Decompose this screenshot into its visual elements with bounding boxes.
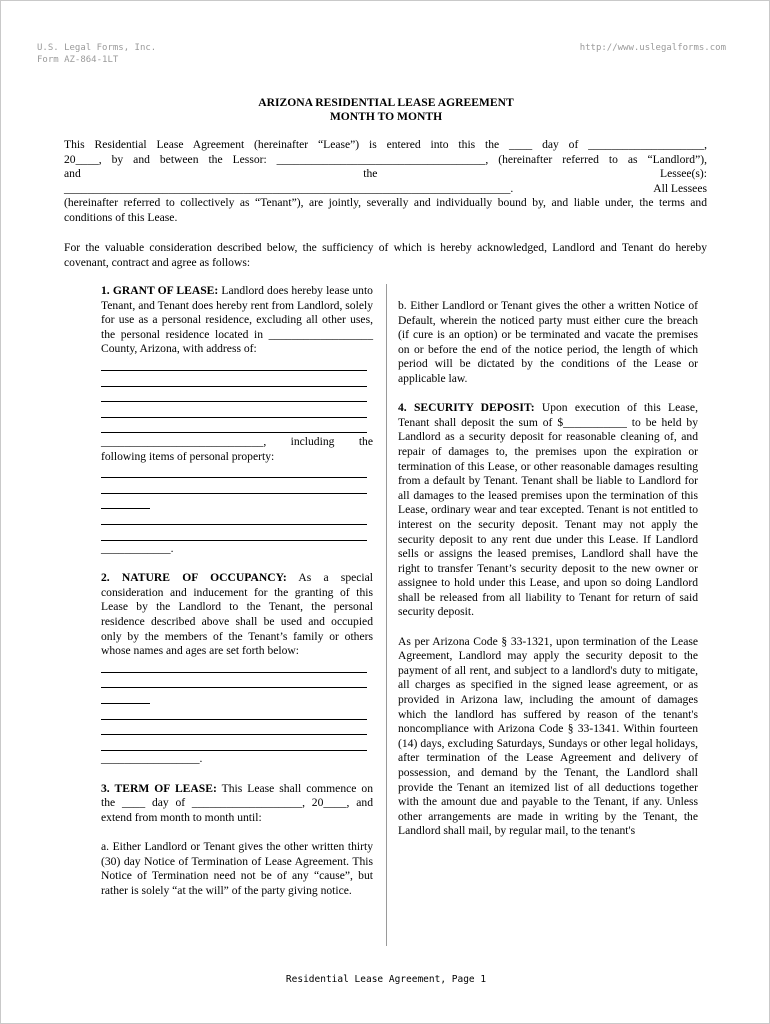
intro-the: the (363, 167, 378, 181)
blank-line (101, 480, 367, 494)
blank-line (101, 706, 367, 720)
section-3-heading: 3. TERM OF LEASE: (101, 781, 217, 795)
page-footer: Residential Lease Agreement, Page 1 (285, 974, 487, 985)
blank-line (101, 464, 367, 478)
intro-rest: (hereinafter referred to collectively as “Tenant”), are jointly, severally and individually bound by, and liable under, the terms and conditions of this Lease. (64, 196, 707, 224)
consideration-paragraph: For the valuable consideration described below, the sufficiency of which is hereby acknowledged, Landlord and Tenant do hereby covenant, contract and agree as follows: (64, 241, 707, 269)
occupant-lines (101, 659, 373, 751)
blank-line (101, 527, 367, 541)
address-lines (101, 357, 373, 433)
title-line-2: MONTH TO MONTH (329, 109, 443, 123)
intro-lessees: Lessee(s): (659, 167, 707, 181)
intro-line-3 (64, 167, 707, 182)
blank-line (101, 373, 367, 387)
section-4-text: Upon execution of this Lease, Tenant shall deposit the sum of $___________ to be held by Landlord as a security deposit for reasonable cleaning of, and repair of damages to, the premises upon the expiration or termination of this Lease, or other reasonable damages resulting from a default by Tenant. Tenant shall be liable to Landlord for all damages to the leased premises upon the termination of this Lease, ordinary wear and tear excepted. Tenant is not entitled to interest on the security deposit. Tenant may not apply the security deposit to any rent due under this Lease. If Landlord sells or assigns the leased premises, Landlord shall have the right to transfer Tenant’s security deposit to the new owner or assignee to hold under this Lease, and upon so doing Landlord shall be released from all liability to Tenant for return of said security deposit. (398, 401, 698, 619)
header-url[interactable]: http://www.uslegalforms.com (579, 43, 726, 53)
section-4-heading: 4. SECURITY DEPOSIT: (398, 401, 535, 415)
section-2-heading: 2. NATURE OF OCCUPANCY: (101, 571, 287, 585)
section-1-text: Landlord does hereby lease unto Tenant, and Tenant does hereby rent from Landlord, solely for use as a personal residence, excluding all other uses, the personal residence located in __________________ County, Arizona, with address of: (101, 284, 373, 356)
intro-line-2: 20____, by and between the Lessor: ____________________________________, (hereinafter referred to as “Landlord”), (64, 152, 707, 166)
section-1-including: ____________________________, including the following items of personal property: (101, 434, 373, 463)
left-column (101, 284, 373, 898)
form-number: Form AZ-864-1LT (37, 55, 119, 65)
section-1-heading: 1. GRANT OF LEASE: (101, 284, 219, 297)
section-1 (101, 284, 373, 357)
company-name: U.S. Legal Forms, Inc. (37, 43, 157, 53)
section-3a: a. Either Landlord or Tenant gives the other written thirty (30) day Notice of Termination of Lease Agreement. This Notice of Termination need not be of any “cause”, but rather is solely “at the will” of the party giving notice. (101, 839, 373, 897)
blank-line (101, 674, 367, 688)
section-3-text: This Lease shall commence on the ____ day of ___________________, 20____, and extend from month to month until: (101, 781, 374, 824)
blank-line (101, 495, 150, 509)
blank-line (101, 388, 367, 402)
blank-line (101, 511, 367, 525)
right-column (398, 299, 698, 839)
intro-paragraph (64, 138, 707, 226)
section-2 (101, 571, 373, 659)
property-lines (101, 464, 373, 540)
intro-and: and (64, 167, 81, 181)
blank-line (101, 721, 367, 735)
section-4 (398, 401, 698, 620)
section-2-end: _________________. (101, 752, 203, 766)
blank-line (101, 659, 367, 673)
column-divider (386, 284, 387, 946)
section-2-text: As a special consideration and inducement for the granting of this Lease by the Landlord to the Tenant, the personal residence described above shall be used and occupied only by the members of the Tenant’s family or others whose names and ages are set forth below: (101, 571, 373, 658)
blank-line (101, 690, 150, 704)
document-title (1, 96, 770, 123)
blank-line (101, 404, 367, 418)
blank-line (101, 419, 367, 433)
section-4-code: As per Arizona Code § 33-1321, upon termination of the Lease Agreement, Landlord may apply the security deposit to the payment of all rent, and subject to a landlord's duty to mitigate, all charges as specified in the signed lease agreement, or as provided in Arizona law, including the amount of damages which the landlord has suffered by reason of the tenant's noncompliance with Arizona Code § 33-1341. Within fourteen (14) days, excluding Saturdays, Sundays or other legal holidays, after termination of the Lease Agreement and delivery of possession, and demand by the Tenant, the Landlord shall provide the Tenant an itemized list of all deductions together with the amount due and payable to the Tenant, if any. Unless other arrangements are made in writing by the Tenant, the Landlord shall mail, by regular mail, to the tenant's (398, 634, 698, 838)
blank-line (101, 737, 367, 751)
intro-line-4 (64, 182, 707, 197)
section-3 (101, 782, 373, 826)
intro-lessee-blank: _____________________________________________________________________________. (64, 181, 514, 195)
blank-line (101, 357, 367, 371)
intro-line-1: This Residential Lease Agreement (hereinafter “Lease”) is entered into this the ____ day of ____________________, (64, 138, 707, 151)
intro-all-lessees: All Lessees (653, 181, 707, 195)
section-3b: b. Either Landlord or Tenant gives the other a written Notice of Default, wherein the noticed party must either cure the breach (if cure is an option) or be terminated and vacate the premises on or before the end of the notice period, the length of which period will be dictated by the conditions of the Lease or applicable law. (398, 299, 698, 385)
title-line-1: ARIZONA RESIDENTIAL LEASE AGREEMENT (258, 96, 514, 109)
header-left (37, 42, 156, 66)
section-1-end: ____________. (101, 542, 174, 556)
